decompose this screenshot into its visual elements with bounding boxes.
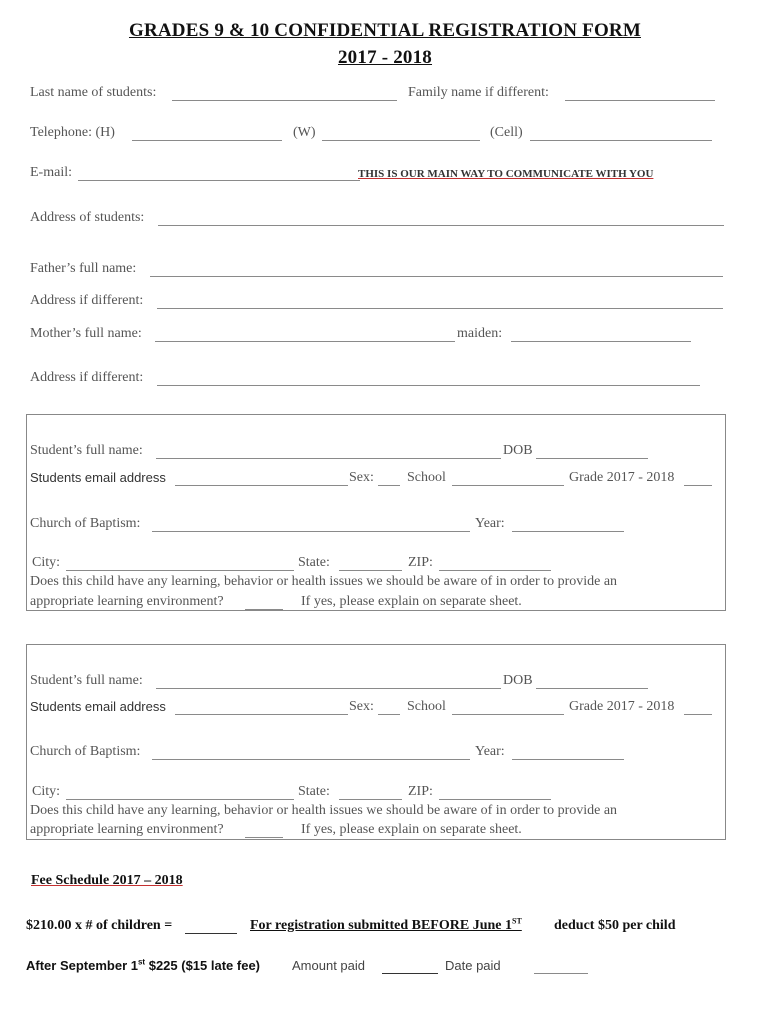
email-label: E-mail:: [30, 165, 72, 180]
father-name-field[interactable]: [150, 276, 723, 277]
state-label: State:: [298, 555, 330, 570]
early-registration-text: For registration submitted BEFORE June 1ST: [250, 916, 522, 933]
school-label: School: [407, 470, 446, 485]
dob-label: DOB: [503, 673, 533, 688]
fee-schedule-heading: Fee Schedule 2017 – 2018: [31, 873, 183, 888]
issues-answer-field[interactable]: [245, 837, 283, 838]
father-row: [30, 261, 730, 281]
grade-label: Grade 2017 - 2018: [569, 470, 675, 485]
sex-field[interactable]: [378, 714, 400, 715]
family-name-label: Family name if different:: [408, 85, 549, 100]
school-field[interactable]: [452, 714, 564, 715]
address-row: [30, 210, 730, 230]
form-year: 2017 - 2018: [337, 47, 433, 68]
mother-row: [30, 326, 730, 346]
mother-name-label: Mother’s full name:: [30, 326, 142, 341]
question-row-2: [30, 822, 720, 842]
amount-paid-field[interactable]: [382, 973, 438, 974]
telephone-cell-field[interactable]: [530, 140, 712, 141]
last-name-field[interactable]: [172, 100, 397, 101]
student-email-row: [30, 699, 720, 719]
question-text-2: appropriate learning environment?: [30, 594, 224, 609]
father-address-row: [30, 293, 730, 313]
city-row: [32, 555, 722, 575]
question-row: [30, 803, 720, 823]
state-label: State:: [298, 784, 330, 799]
state-field[interactable]: [339, 799, 402, 800]
city-label: City:: [32, 555, 61, 570]
city-field[interactable]: [66, 799, 294, 800]
dob-label: DOB: [503, 443, 533, 458]
email-field[interactable]: [78, 180, 360, 181]
father-address-field[interactable]: [157, 308, 723, 309]
student-name-label: Student’s full name:: [30, 673, 143, 688]
student-email-field[interactable]: [175, 485, 348, 486]
zip-field[interactable]: [439, 799, 551, 800]
student-name-field[interactable]: [156, 458, 501, 459]
maiden-label: maiden:: [457, 326, 503, 341]
student-name-row: [30, 443, 720, 463]
question-row: [30, 574, 720, 594]
date-paid-label: Date paid: [445, 958, 501, 973]
baptism-year-field[interactable]: [512, 531, 624, 532]
early-deduct-text: deduct $50 per child: [554, 918, 676, 933]
late-fee-text: After September 1st $225 ($15 late fee): [26, 957, 261, 973]
mother-address-field[interactable]: [157, 385, 700, 386]
school-field[interactable]: [452, 485, 564, 486]
student-name-field[interactable]: [156, 688, 501, 689]
family-name-field[interactable]: [565, 100, 715, 101]
father-address-label: Address if different:: [30, 293, 144, 308]
student-email-label: Students email address: [30, 470, 166, 485]
city-label: City:: [32, 784, 61, 799]
maiden-field[interactable]: [511, 341, 691, 342]
student-email-row: [30, 470, 720, 490]
father-name-label: Father’s full name:: [30, 261, 137, 276]
email-note: THIS IS OUR MAIN WAY TO COMMUNICATE WITH YOU: [358, 168, 654, 180]
address-field[interactable]: [158, 225, 724, 226]
student-block-2: [26, 644, 726, 840]
address-label: Address of students:: [30, 210, 145, 225]
date-paid-field[interactable]: [534, 973, 588, 974]
children-total-field[interactable]: [185, 933, 237, 934]
question-text: Does this child have any learning, behavior or health issues we should be aware of in order to provide an: [30, 574, 618, 589]
baptism-year-label: Year:: [475, 516, 505, 531]
sex-label: Sex:: [349, 699, 374, 714]
zip-label: ZIP:: [408, 784, 433, 799]
grade-field[interactable]: [684, 714, 712, 715]
telephone-cell-label: (Cell): [490, 125, 523, 140]
explain-text: If yes, please explain on separate sheet.: [301, 594, 522, 609]
grade-field[interactable]: [684, 485, 712, 486]
explain-text: If yes, please explain on separate sheet.: [301, 822, 522, 837]
student-name-row: [30, 673, 720, 693]
telephone-work-field[interactable]: [322, 140, 480, 141]
baptism-year-label: Year:: [475, 744, 505, 759]
form-title: GRADES 9 & 10 CONFIDENTIAL REGISTRATION FORM: [128, 20, 641, 41]
last-name-label: Last name of students:: [30, 85, 157, 100]
last-name-row: [30, 85, 730, 105]
baptism-year-field[interactable]: [512, 759, 624, 760]
student-email-field[interactable]: [175, 714, 348, 715]
amount-paid-label: Amount paid: [292, 958, 365, 973]
grade-label: Grade 2017 - 2018: [569, 699, 675, 714]
student-block-1: [26, 414, 726, 611]
state-field[interactable]: [339, 570, 402, 571]
dob-field[interactable]: [536, 458, 648, 459]
fee-price-row: [26, 918, 746, 938]
school-label: School: [407, 699, 446, 714]
telephone-work-label: (W): [293, 125, 316, 140]
church-row: [30, 744, 720, 764]
fee-price-text: $210.00 x # of children =: [26, 918, 173, 933]
telephone-row: [30, 125, 730, 145]
late-fee-row: [26, 958, 746, 978]
telephone-home-field[interactable]: [132, 140, 282, 141]
question-text: Does this child have any learning, behavior or health issues we should be aware of in order to provide an: [30, 803, 618, 818]
church-field[interactable]: [152, 531, 470, 532]
zip-label: ZIP:: [408, 555, 433, 570]
church-field[interactable]: [152, 759, 470, 760]
church-label: Church of Baptism:: [30, 516, 141, 531]
telephone-home-label: Telephone: (H): [30, 125, 115, 140]
sex-field[interactable]: [378, 485, 400, 486]
dob-field[interactable]: [536, 688, 648, 689]
mother-address-row: [30, 370, 730, 390]
issues-answer-field[interactable]: [245, 609, 283, 610]
question-text-2: appropriate learning environment?: [30, 822, 224, 837]
email-row: [30, 165, 730, 185]
question-row-2: [30, 594, 720, 614]
sex-label: Sex:: [349, 470, 374, 485]
student-email-label: Students email address: [30, 699, 166, 714]
mother-name-field[interactable]: [155, 341, 455, 342]
church-label: Church of Baptism:: [30, 744, 141, 759]
student-name-label: Student’s full name:: [30, 443, 143, 458]
mother-address-label: Address if different:: [30, 370, 144, 385]
church-row: [30, 516, 720, 536]
city-row: [32, 784, 722, 804]
zip-field[interactable]: [439, 570, 551, 571]
city-field[interactable]: [66, 570, 294, 571]
